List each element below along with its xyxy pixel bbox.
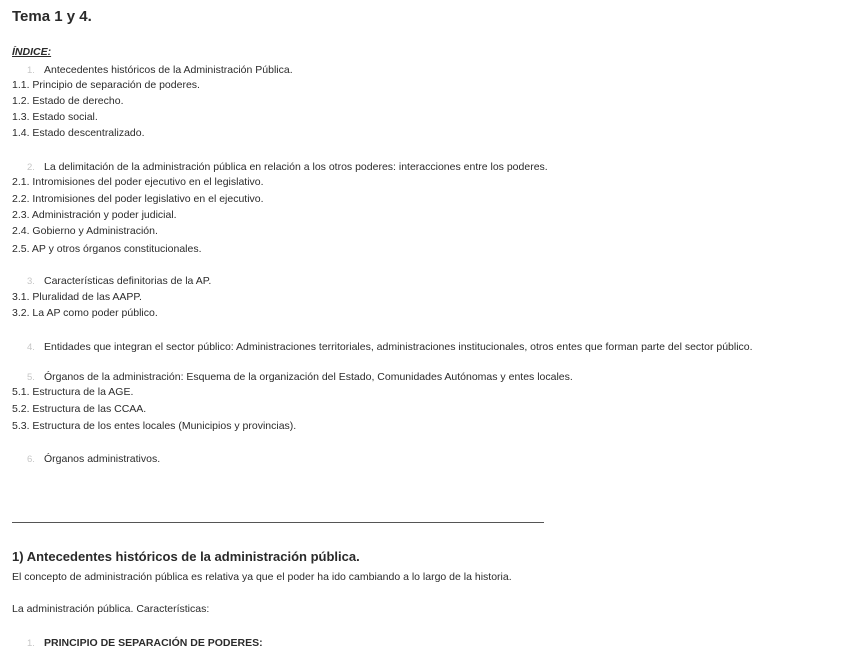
index-subitem: 2.2. Intromisiones del poder legislativo en el ejecutivo.	[12, 193, 264, 205]
index-subitem: 2.4. Gobierno y Administración.	[12, 225, 158, 237]
index-subitem: 5.1. Estructura de la AGE.	[12, 386, 134, 398]
index-item-text: La delimitación de la administración pública en relación a los otros poderes: interacciones entre los poderes.	[44, 161, 548, 173]
body-list-item-text: PRINCIPIO DE SEPARACIÓN DE PODERES:	[44, 637, 263, 649]
index-subitem: 3.1. Pluralidad de las AAPP.	[12, 291, 142, 303]
index-item-2	[27, 160, 548, 175]
list-number: 6.	[27, 454, 35, 465]
index-item-text: Características definitorias de la AP.	[44, 275, 212, 287]
index-heading: ÍNDICE:	[12, 46, 52, 58]
list-number: 1.	[27, 638, 35, 649]
list-number: 5.	[27, 372, 35, 383]
document-title: Tema 1 y 4.	[12, 8, 92, 25]
index-subitem: 1.1. Principio de separación de poderes.	[12, 79, 200, 91]
index-subitem: 2.3. Administración y poder judicial.	[12, 209, 177, 221]
index-subitem: 1.2. Estado de derecho.	[12, 95, 124, 107]
index-subitem: 2.5. AP y otros órganos constitucionales.	[12, 243, 202, 255]
list-number: 1.	[27, 65, 35, 76]
index-item-4	[27, 340, 753, 355]
index-subitem: 5.3. Estructura de los entes locales (Municipios y provincias).	[12, 420, 297, 432]
index-subitem: 1.4. Estado descentralizado.	[12, 127, 145, 139]
section-heading: 1) Antecedentes históricos de la administración pública.	[12, 549, 360, 564]
body-list-item	[27, 636, 263, 651]
horizontal-rule	[12, 522, 544, 523]
index-item-6	[27, 452, 160, 467]
index-item-text: Órganos administrativos.	[44, 453, 161, 465]
index-item-3	[27, 274, 211, 289]
paragraph: La administración pública. Características:	[12, 603, 210, 615]
index-item-text: Entidades que integran el sector público: Administraciones territoriales, administraciones institucionales, otros entes que forman parte del sector público.	[44, 341, 753, 353]
index-subitem: 5.2. Estructura de las CCAA.	[12, 403, 147, 415]
index-item-1	[27, 63, 293, 78]
index-subitem: 2.1. Intromisiones del poder ejecutivo en el legislativo.	[12, 176, 264, 188]
paragraph: El concepto de administración pública es relativa ya que el poder ha ido cambiando a lo largo de la historia.	[12, 571, 512, 583]
index-subitem: 1.3. Estado social.	[12, 111, 98, 123]
list-number: 4.	[27, 342, 35, 353]
index-item-text: Antecedentes históricos de la Administración Pública.	[44, 64, 293, 76]
index-item-5	[27, 370, 573, 385]
list-number: 2.	[27, 162, 35, 173]
index-item-text: Órganos de la administración: Esquema de la organización del Estado, Comunidades Autónomas y entes locales.	[44, 371, 573, 383]
list-number: 3.	[27, 276, 35, 287]
index-subitem: 3.2. La AP como poder público.	[12, 307, 158, 319]
